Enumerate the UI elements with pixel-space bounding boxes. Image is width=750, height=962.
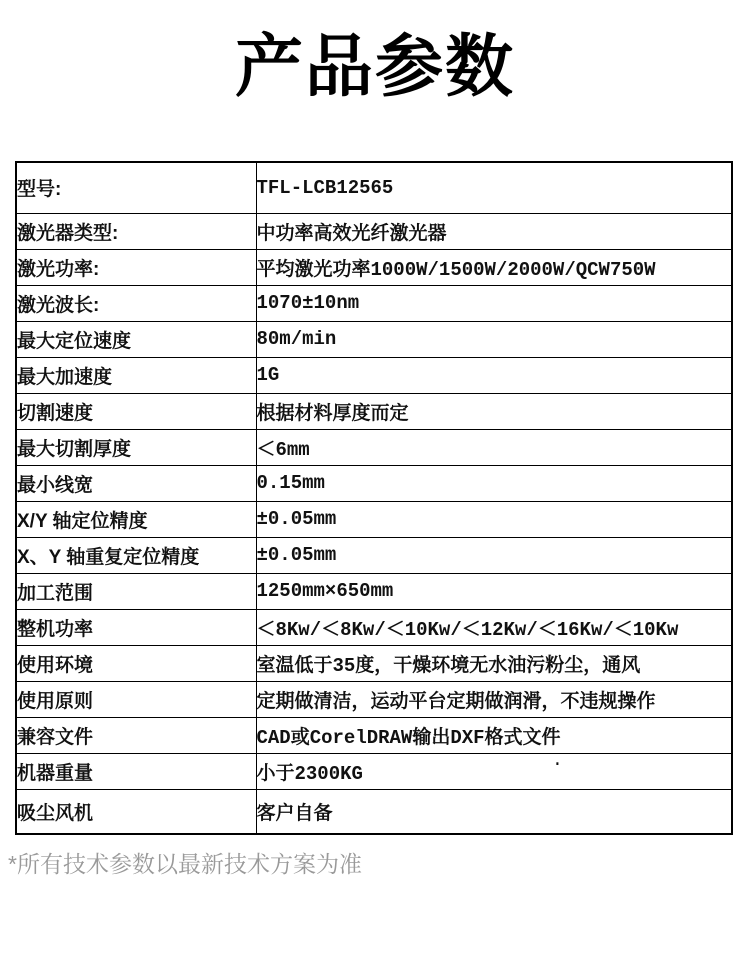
spec-label: 型号: — [16, 162, 256, 213]
table-row — [16, 753, 732, 789]
spec-value: 80m/min — [256, 321, 732, 357]
table-row — [16, 285, 732, 321]
table-row — [16, 429, 732, 465]
stray-dot: . — [552, 751, 563, 771]
spec-value: ＜8Kw/＜8Kw/＜10Kw/＜12Kw/＜16Kw/＜10Kw — [256, 609, 732, 645]
table-row — [16, 465, 732, 501]
spec-value: 中功率高效光纤激光器 — [256, 213, 732, 249]
spec-label: 最大切割厚度 — [16, 429, 256, 465]
spec-label: 加工范围 — [16, 573, 256, 609]
table-row — [16, 357, 732, 393]
spec-value: 1G — [256, 357, 732, 393]
table-row — [16, 501, 732, 537]
spec-value: ±0.05mm — [256, 501, 732, 537]
spec-label: 兼容文件 — [16, 717, 256, 753]
spec-label: 最大定位速度 — [16, 321, 256, 357]
spec-label: X/Y 轴定位精度 — [16, 501, 256, 537]
spec-label: 激光波长: — [16, 285, 256, 321]
spec-value: 客户自备 — [256, 789, 732, 834]
spec-label: X、Y 轴重复定位精度 — [16, 537, 256, 573]
spec-label: 使用原则 — [16, 681, 256, 717]
spec-label: 整机功率 — [16, 609, 256, 645]
spec-value: 根据材料厚度而定 — [256, 393, 732, 429]
spec-value: 平均激光功率1000W/1500W/2000W/QCW750W — [256, 249, 732, 285]
table-row — [16, 393, 732, 429]
spec-table-body — [16, 162, 732, 834]
spec-label: 最大加速度 — [16, 357, 256, 393]
spec-value: 定期做清洁，运动平台定期做润滑，不违规操作 — [256, 681, 732, 717]
spec-value: 1250mm×650mm — [256, 573, 732, 609]
spec-value: CAD或CorelDRAW输出DXF格式文件 — [256, 717, 732, 753]
spec-value: 1070±10nm — [256, 285, 732, 321]
table-row — [16, 789, 732, 834]
footnote: *所有技术参数以最新技术方案为准 — [8, 851, 362, 877]
table-row — [16, 537, 732, 573]
table-row — [16, 213, 732, 249]
table-row — [16, 717, 732, 753]
spec-label: 最小线宽 — [16, 465, 256, 501]
spec-label: 激光器类型: — [16, 213, 256, 249]
spec-label: 机器重量 — [16, 753, 256, 789]
spec-value: 0.15mm — [256, 465, 732, 501]
spec-table — [15, 161, 733, 835]
table-row — [16, 609, 732, 645]
table-row — [16, 645, 732, 681]
spec-value: 室温低于35度，干燥环境无水油污粉尘，通风 — [256, 645, 732, 681]
spec-value: ＜6mm — [256, 429, 732, 465]
spec-label: 使用环境 — [16, 645, 256, 681]
table-row — [16, 249, 732, 285]
spec-value: 小于2300KG — [256, 753, 732, 789]
page-title: 产品参数 — [234, 29, 515, 105]
table-row — [16, 681, 732, 717]
table-row — [16, 321, 732, 357]
spec-label: 吸尘风机 — [16, 789, 256, 834]
spec-label: 切割速度 — [16, 393, 256, 429]
table-row — [16, 573, 732, 609]
spec-label: 激光功率: — [16, 249, 256, 285]
table-row — [16, 162, 732, 213]
spec-value: ±0.05mm — [256, 537, 732, 573]
spec-value: TFL-LCB12565 — [256, 162, 732, 213]
